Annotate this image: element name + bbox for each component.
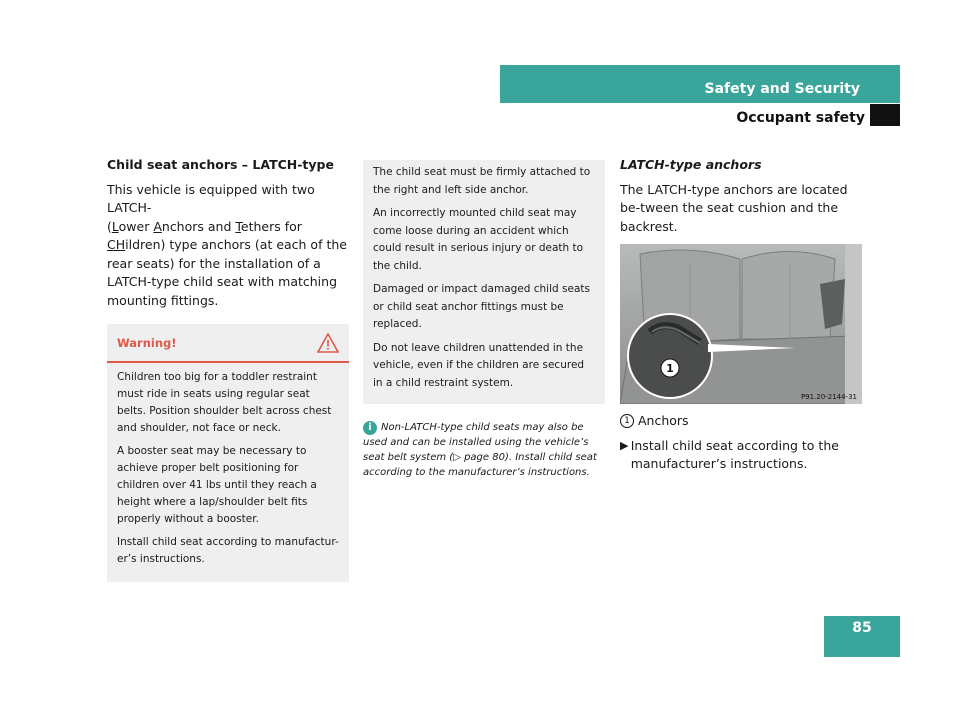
instruction-text: Install child seat according to the manufacturer’s instructions. <box>630 437 839 471</box>
page-number-box <box>824 616 900 657</box>
photo-label: P91.20-2144-31 <box>800 393 857 401</box>
header-band <box>500 65 900 103</box>
caption-text: Anchors <box>638 413 689 428</box>
column-right <box>620 156 862 474</box>
subsection-title: Occupant safety <box>736 110 865 126</box>
box-paragraph: Damaged or impact damaged child seats or child seat anchor fittings must be replaced. <box>373 283 590 330</box>
warning-title: Warning! <box>117 335 177 350</box>
column-left <box>107 156 349 582</box>
anchors-paragraph: The LATCH-type anchors are located be-tween the seat cushion and the backrest. <box>620 181 848 234</box>
info-icon: i <box>363 421 377 435</box>
warning-body <box>107 363 349 582</box>
box-paragraph: An incorrectly mounted child seat may come loose during an accident which could result in serious injury or death to the child. <box>373 207 584 272</box>
info-text: Non-LATCH-type child seats may also be used and can be installed using the vehicle’s seat belt system (▷ page 80). Install child seat according to the manufacturer’s instructions. <box>363 422 597 478</box>
section-heading: Child seat anchors – LATCH-type <box>107 157 334 172</box>
instruction-item <box>620 437 862 474</box>
warning-header <box>107 324 349 363</box>
warning-box <box>107 324 349 582</box>
callout-number: 1 <box>666 362 674 375</box>
warning-continued-box <box>363 160 605 404</box>
page-number: 85 <box>852 620 872 636</box>
box-paragraph: The child seat must be firmly attached to the right and left side anchor. <box>373 166 591 196</box>
intro-paragraph: This vehicle is equipped with two LATCH- (Lower Anchors and Tethers for CHildren) type anchors (at each of the rear seats) for the installation of a LATCH-type child seat with matching mounting fittings. <box>107 181 347 308</box>
warning-triangle-icon <box>317 333 339 353</box>
section-title: Safety and Security <box>704 81 860 97</box>
caption-number: 1 <box>620 414 634 428</box>
warning-paragraph: Children too big for a toddler restraint must ride in seats using regular seat belts. Position shoulder belt across chest and shoulder, not face or neck. <box>117 371 332 434</box>
column-middle <box>363 160 605 480</box>
bullet-arrow-icon: ▶ <box>620 438 629 452</box>
anchors-heading: LATCH-type anchors <box>620 157 762 172</box>
warning-paragraph: Install child seat according to manufactur-er’s instructions. <box>117 536 339 565</box>
seat-anchor-photo <box>620 244 862 404</box>
warning-paragraph: A booster seat may be necessary to achieve proper belt positioning for children over 41 lbs until they reach a height where a lap/shoulder belt fits properly without a booster. <box>117 445 317 525</box>
photo-caption <box>620 412 862 431</box>
header-marker <box>870 104 900 126</box>
info-note <box>363 420 605 480</box>
box-paragraph: Do not leave children unattended in the vehicle, even if the children are secured in a child restraint system. <box>373 341 585 389</box>
